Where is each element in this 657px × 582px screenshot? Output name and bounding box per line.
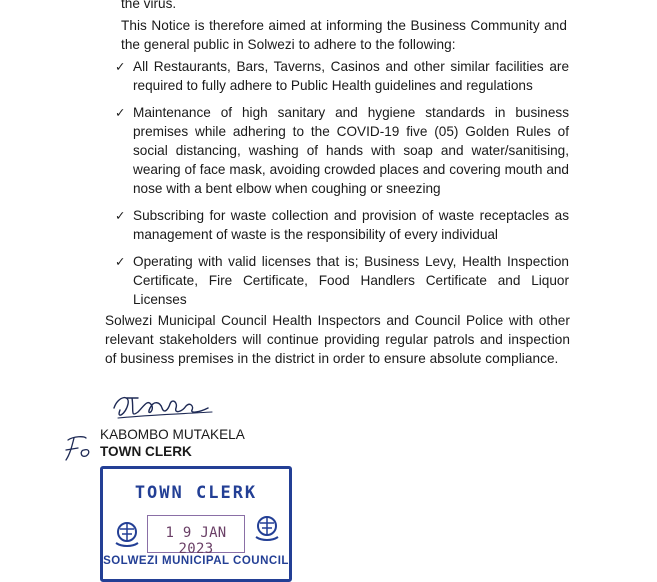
town-clerk-stamp (100, 466, 292, 582)
council-seal-icon (253, 513, 281, 543)
guidelines-list (109, 57, 569, 309)
list-item (109, 206, 569, 244)
intro-paragraph: This Notice is therefore aimed at informing the Business Community and the general public in Solwezi to adhere to the following: (121, 18, 567, 52)
stamp-footer: SOLWEZI MUNICIPAL COUNCIL (103, 555, 289, 567)
list-item (109, 57, 569, 95)
list-item-text: Operating with valid licenses that is; Business Levy, Health Inspection Certificate, Fire Certificate, Food Handlers Certificate and Liquor Licenses (133, 254, 569, 307)
council-seal-icon (113, 519, 141, 549)
stamp-date-box (147, 515, 245, 557)
stamp-date: 1 9 JAN 2023 (165, 525, 227, 557)
list-item-text: All Restaurants, Bars, Taverns, Casinos and other similar facilities are required to fully adhere to Public Health guidelines and regulations (133, 59, 569, 93)
list-item (109, 252, 569, 309)
list-item (109, 103, 569, 198)
for-signature-mark (62, 432, 102, 464)
list-item-text: Subscribing for waste collection and provision of waste receptacles as management of waste is the responsibility of every individual (133, 208, 569, 242)
handwritten-signature (108, 388, 218, 426)
checkmark-icon: ✓ (115, 208, 126, 223)
checkmark-icon: ✓ (115, 59, 126, 74)
signatory-title: TOWN CLERK (100, 444, 192, 459)
stamp-title: TOWN CLERK (134, 483, 258, 503)
signatory-name: KABOMBO MUTAKELA (100, 427, 245, 442)
checkmark-icon: ✓ (115, 254, 126, 269)
list-item-text: Maintenance of high sanitary and hygiene standards in business premises while adhering to the COVID-19 five (05) Golden Rules of social distancing, washing of hands with soap and water/sanitising, wearing of face mask, avoiding crowded places and covering mouth and nose with a bent elbow when coughing or sneezing (133, 105, 569, 196)
closing-paragraph: Solwezi Municipal Council Health Inspectors and Council Police with other relevant stakeholders will continue providing regular patrols and inspection of business premises in the district in order to ensure absolute compliance. (105, 313, 570, 366)
checkmark-icon: ✓ (115, 105, 126, 120)
previous-page-fragment: the virus. (121, 0, 177, 11)
